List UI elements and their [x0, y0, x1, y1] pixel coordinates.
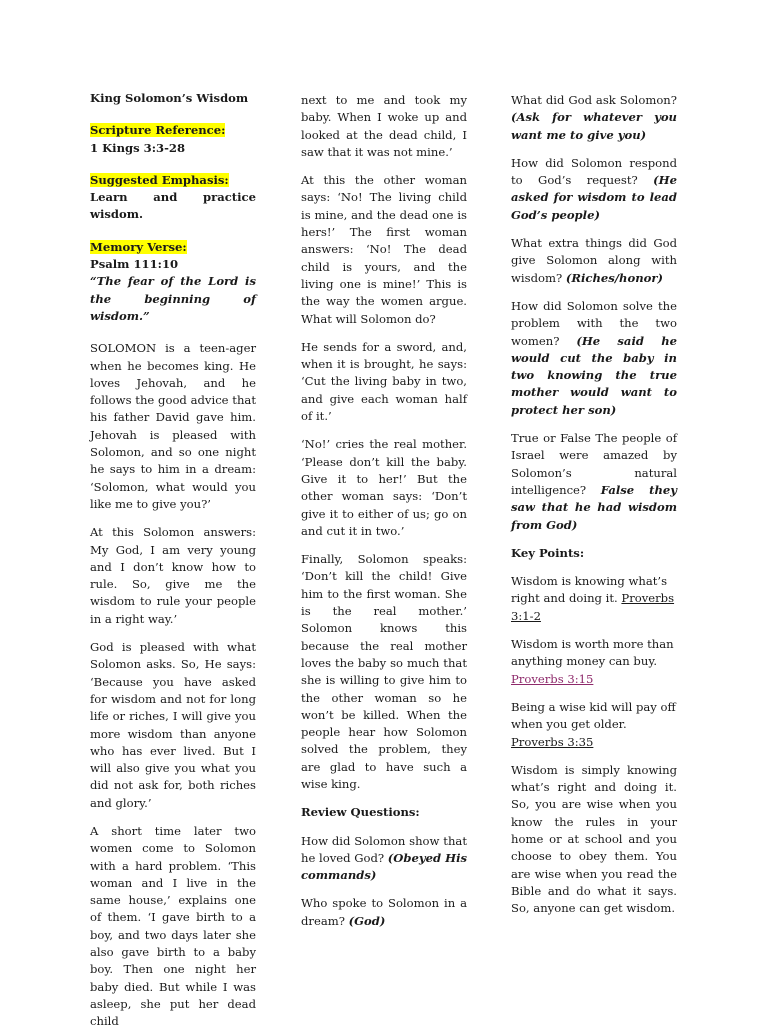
story-paragraph: SOLOMON is a teen-ager when he becomes king. He loves Jehovah, and he follows the good advice that his father David gave him. Jehovah is pleased with Solomon, and so one night he says to him in a dream: ‘Solomon, what would you like me to give you?’ [90, 341, 256, 511]
answer-text: (He asked for wisdom to lead God’s people) [511, 173, 677, 222]
memory-verse-text: “The fear of the Lord is the beginning of wisdom.” [90, 274, 256, 323]
key-point-text: Wisdom is worth more than anything money can buy. [511, 637, 674, 669]
review-heading: Review Questions: [301, 805, 420, 820]
column-2 [301, 92, 467, 941]
answer-text: (Riches/honor) [565, 270, 663, 285]
suggested-emphasis [90, 172, 256, 224]
review-question [511, 430, 677, 534]
story-paragraph: ‘No!’ cries the real mother. ‘Please don’t kill the baby. Give it to her!’ But the other woman says: ‘Don’t give it to either of us; go on and cut it in two.’ [301, 437, 467, 538]
column-1 [90, 90, 256, 1031]
review-question [511, 155, 677, 224]
key-point [511, 699, 677, 751]
story-paragraph: next to me and took my baby. When I woke up and looked at the dead child, I saw that it was not mine.’ [301, 93, 467, 159]
answer-text: (He said he would cut the baby in two knowing the true mother would want to protect her son) [511, 333, 677, 417]
memory-verse-ref: Psalm 111:10 [90, 257, 179, 272]
story-paragraph: At this the other woman says: ‘No! The living child is mine, and the dead one is hers!’ The first woman answers: ‘No! The dead child is yours, and the living one is mine!’ This is the way the women argue. What will Solomon do? [301, 173, 467, 326]
review-question [511, 92, 677, 144]
story-paragraph: He sends for a sword, and, when it is brought, he says: ‘Cut the living baby in two, and give each woman half of it.’ [301, 339, 467, 424]
key-point [511, 636, 677, 688]
scripture-label: Scripture Reference: [90, 123, 226, 138]
key-point [511, 573, 677, 625]
review-question [301, 833, 467, 885]
scripture-link[interactable]: Proverbs 3:15 [511, 671, 594, 686]
question-text: How did Solomon respond to God’s request? [511, 155, 677, 188]
question-text: What extra things did God give Solomon along with wisdom? [511, 236, 677, 285]
question-text: Who spoke to Solomon in a dream? [301, 896, 467, 928]
scripture-link[interactable]: Proverbs 3:35 [511, 734, 594, 749]
review-question [301, 895, 467, 930]
closing-paragraph: Wisdom is simply knowing what’s right and doing it. So, you are wise when you know the rules in your home or at school and you choose to obey them. You are wise when you read the Bible and do what it says. So, anyone can get wisdom. [511, 762, 677, 916]
key-points-heading: Key Points: [511, 545, 585, 560]
review-question [511, 298, 677, 419]
key-point-text: Wisdom is knowing what’s right and doing it. [511, 574, 668, 606]
scripture-value: 1 Kings 3:3-28 [90, 140, 186, 155]
memory-verse [90, 239, 256, 325]
emphasis-value: Learn and practice wisdom. [90, 190, 256, 222]
answer-text: False they saw that he had wisdom from God) [511, 482, 677, 532]
key-point-text: Being a wise kid will pay off when you get older. [511, 699, 676, 732]
memory-verse-label: Memory Verse: [90, 239, 187, 254]
review-question [511, 235, 677, 287]
scripture-reference [90, 122, 256, 157]
answer-text: (Ask for whatever you want me to give you) [511, 110, 677, 142]
story-paragraph: At this Solomon answers: My God, I am very young and I don’t know how to rule. So, give me the wisdom to rule your people in a right way.’ [90, 525, 256, 626]
story-paragraph: God is pleased with what Solomon asks. So, He says: ‘Because you have asked for wisdom and not for long life or riches, I will give you more wisdom than anyone who has ever lived. But I will also give you what you did not ask for, both riches and glory.’ [90, 640, 256, 810]
question-text: What did God ask Solomon? [511, 93, 677, 107]
question-text: True or False The people of Israel were amazed by Solomon’s natural intelligence? [511, 431, 677, 497]
story-paragraph: A short time later two women come to Solomon with a hard problem. ‘This woman and I live in the same house,’ explains one of them. ‘I gave birth to a boy, and two days later she also gave birth to a baby boy. Then one night her baby died. But while I was asleep, she put her dead child [90, 823, 256, 1029]
scripture-link[interactable]: Proverbs 3:1-2 [511, 591, 675, 623]
question-text: How did Solomon solve the problem with the two women? [511, 298, 677, 348]
page-title: King Solomon’s Wisdom [90, 91, 249, 105]
answer-text: (God) [348, 913, 386, 928]
column-3 [511, 92, 677, 928]
question-text: How did Solomon show that he loved God? [301, 833, 467, 865]
emphasis-label: Suggested Emphasis: [90, 172, 229, 187]
answer-text: (Obeyed His commands) [301, 850, 468, 883]
story-paragraph: Finally, Solomon speaks: ‘Don’t kill the child! Give him to the first woman. She is the real mother.’ Solomon knows this because the real mother loves the baby so much that she is willing to give him to the other woman so he won’t be killed. When the people hear how Solomon solved the problem, they are glad to have such a wise king. [301, 552, 467, 791]
